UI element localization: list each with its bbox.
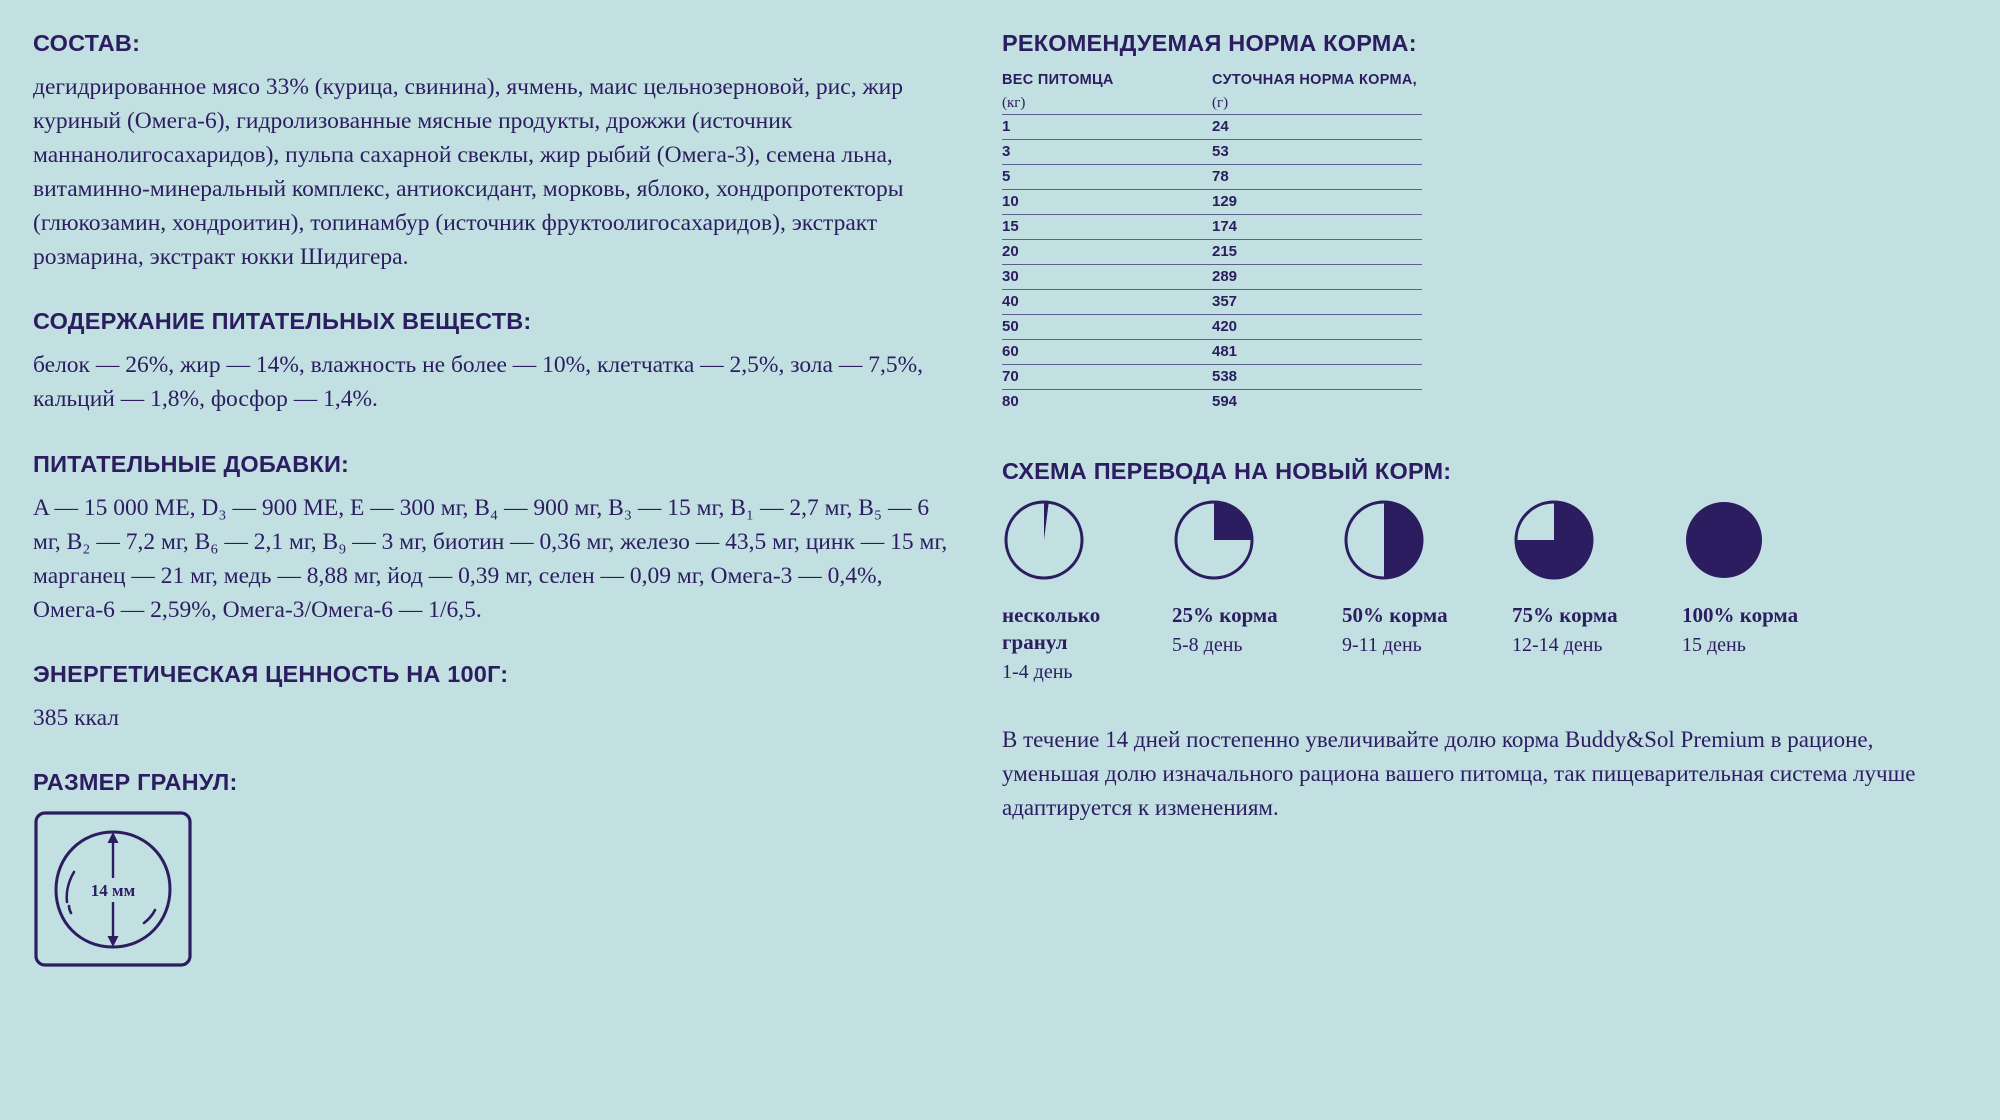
cell-amount: 481	[1212, 339, 1422, 364]
nutrients-section	[33, 308, 953, 416]
pie-chart-75	[1512, 498, 1598, 584]
feeding-table-head	[1002, 71, 1422, 114]
cell-amount: 174	[1212, 214, 1422, 239]
pie-days: 15 день	[1682, 633, 1746, 656]
granule-diagram-svg	[33, 810, 193, 968]
table-row	[1002, 189, 1422, 214]
cell-weight: 70	[1002, 364, 1212, 389]
cell-amount: 538	[1212, 364, 1422, 389]
additives-text: A — 15 000 МЕ, D₃ — 900 МЕ, E — 300 мг, B₄ — 900 мг, B₃ — 15 мг, B₁ — 2,7 мг, B₅ — 6 мг, B₂ — 7,2 мг, B₆ — 2,1 мг, B₉ — 3 мг, биотин — 0,36 мг, железо — 43,5 мг, цинк — 15 мг, марганец — 21 мг, медь — 8,88 мг, йод — 0,39 мг, селен — 0,09 мг, Омега-3 — 0,4%, Омега-6 — 2,59%, Омега-3/Омега-6 — 1/6,5.	[33, 494, 948, 623]
pie-chart-25	[1172, 498, 1258, 584]
pie-chart-100	[1682, 498, 1768, 584]
kibble-highlight-arc-large	[67, 872, 74, 902]
additives-section	[33, 451, 953, 627]
feeding-table-body	[1002, 114, 1422, 414]
table-row	[1002, 339, 1422, 364]
pie-label: 100% корма	[1682, 602, 1799, 627]
transition-footnote: В течение 14 дней постепенно увеличивайте долю корма Buddy&Sol Premium в рационе, уменьшая долю изначального рациона вашего питомца, так пищеварительная система лучше адаптируется к изменениям.	[1002, 727, 1916, 821]
pie-chart-2	[1002, 498, 1088, 584]
cell-amount: 215	[1212, 239, 1422, 264]
transition-step	[1682, 498, 1852, 685]
pie-days: 5-8 день	[1172, 633, 1243, 656]
feeding-section	[1002, 30, 1962, 414]
table-row	[1002, 114, 1422, 139]
table-row	[1002, 139, 1422, 164]
cell-amount: 420	[1212, 314, 1422, 339]
additives-title: ПИТАТЕЛЬНЫЕ ДОБАВКИ:	[33, 450, 350, 477]
table-row	[1002, 239, 1422, 264]
nutrients-text: белок — 26%, жир — 14%, влажность не более — 10%, клетчатка — 2,5%, зола — 7,5%, кальций — 1,8%, фосфор — 1,4%.	[33, 352, 924, 413]
pie-label: 50% корма	[1342, 602, 1448, 627]
cell-amount: 24	[1212, 114, 1422, 139]
cell-weight: 3	[1002, 139, 1212, 164]
granule-section	[33, 769, 953, 973]
column-header-weight	[1002, 71, 1212, 114]
left-column	[33, 30, 953, 1007]
dimension-arrowhead-bottom	[108, 936, 119, 947]
transition-step	[1342, 498, 1512, 685]
dimension-arrowhead-top	[108, 832, 119, 843]
cell-weight: 1	[1002, 114, 1212, 139]
cell-weight: 20	[1002, 239, 1212, 264]
granule-title: РАЗМЕР ГРАНУЛ:	[33, 768, 238, 795]
kibble-highlight-arc-small	[69, 906, 71, 913]
column-header-amount-label: СУТОЧНАЯ НОРМА КОРМА,	[1212, 72, 1417, 89]
pie-wedge	[1044, 502, 1049, 540]
pie-wedge	[1214, 502, 1252, 540]
pie-full-fill	[1686, 502, 1762, 578]
cell-weight: 10	[1002, 189, 1212, 214]
table-row	[1002, 389, 1422, 414]
table-row	[1002, 264, 1422, 289]
composition-title: СОСТАВ:	[33, 30, 141, 56]
cell-amount: 594	[1212, 389, 1422, 414]
pie-label: несколько гранул	[1002, 602, 1101, 654]
pie-days: 9-11 день	[1342, 633, 1422, 656]
nutrients-title: СОДЕРЖАНИЕ ПИТАТЕЛЬНЫХ ВЕЩЕСТВ:	[33, 308, 532, 335]
cell-weight: 5	[1002, 164, 1212, 189]
cell-weight: 50	[1002, 314, 1212, 339]
table-row	[1002, 314, 1422, 339]
transition-pie-row	[1002, 498, 1962, 685]
transition-step	[1002, 498, 1172, 685]
composition-section	[33, 30, 953, 274]
table-row	[1002, 289, 1422, 314]
energy-value: 385 ккал	[33, 704, 119, 731]
transition-step	[1512, 498, 1682, 685]
cell-weight: 60	[1002, 339, 1212, 364]
transition-section	[1002, 458, 1962, 685]
transition-step	[1172, 498, 1342, 685]
column-header-amount-unit: (г)	[1212, 94, 1229, 111]
cell-amount: 129	[1212, 189, 1422, 214]
pie-days: 1-4 день	[1002, 660, 1073, 683]
granule-size-diagram	[33, 810, 953, 973]
energy-title: ЭНЕРГЕТИЧЕСКАЯ ЦЕННОСТЬ НА 100Г:	[33, 660, 509, 687]
column-header-weight-label: ВЕС ПИТОМЦА	[1002, 72, 1114, 89]
feeding-table	[1002, 71, 1422, 414]
transition-title: СХЕМА ПЕРЕВОДА НА НОВЫЙ КОРМ:	[1002, 457, 1452, 484]
column-header-weight-unit: (кг)	[1002, 94, 1026, 111]
energy-section	[33, 661, 953, 735]
pie-wedge	[1384, 502, 1422, 578]
right-column	[1002, 30, 1962, 825]
table-row	[1002, 164, 1422, 189]
composition-text: дегидрированное мясо 33% (курица, свинина), ячмень, маис цельнозерновой, рис, жир куриный (Омега-6), гидролизованные мясные продукты, дрожжи (источник маннанолигосахаридов), пульпа сахарной свеклы, жир рыбий (Омега-3), семена льна, витаминно-минеральный комплекс, антиоксидант, морковь, яблоко, хондропротекторы (глюкозамин, хондроитин), топинамбур (источник фруктоолигосахаридов), экстракт розмарина, экстракт юкки Шидигера.	[33, 74, 904, 271]
pie-chart-50	[1342, 498, 1428, 584]
pie-label: 25% корма	[1172, 602, 1278, 627]
pie-label: 75% корма	[1512, 602, 1618, 627]
cell-weight: 30	[1002, 264, 1212, 289]
table-row	[1002, 214, 1422, 239]
column-header-amount	[1212, 71, 1422, 114]
cell-weight: 80	[1002, 389, 1212, 414]
cell-amount: 357	[1212, 289, 1422, 314]
cell-weight: 15	[1002, 214, 1212, 239]
cell-weight: 40	[1002, 289, 1212, 314]
dimension-label: 14 мм	[90, 880, 136, 900]
cell-amount: 53	[1212, 139, 1422, 164]
feeding-title: РЕКОМЕНДУЕМАЯ НОРМА КОРМА:	[1002, 30, 1417, 56]
pie-days: 12-14 день	[1512, 633, 1603, 656]
cell-amount: 78	[1212, 164, 1422, 189]
table-row	[1002, 364, 1422, 389]
feeding-table-header-row	[1002, 71, 1422, 114]
kibble-highlight-arc-right	[144, 910, 155, 923]
cell-amount: 289	[1212, 264, 1422, 289]
